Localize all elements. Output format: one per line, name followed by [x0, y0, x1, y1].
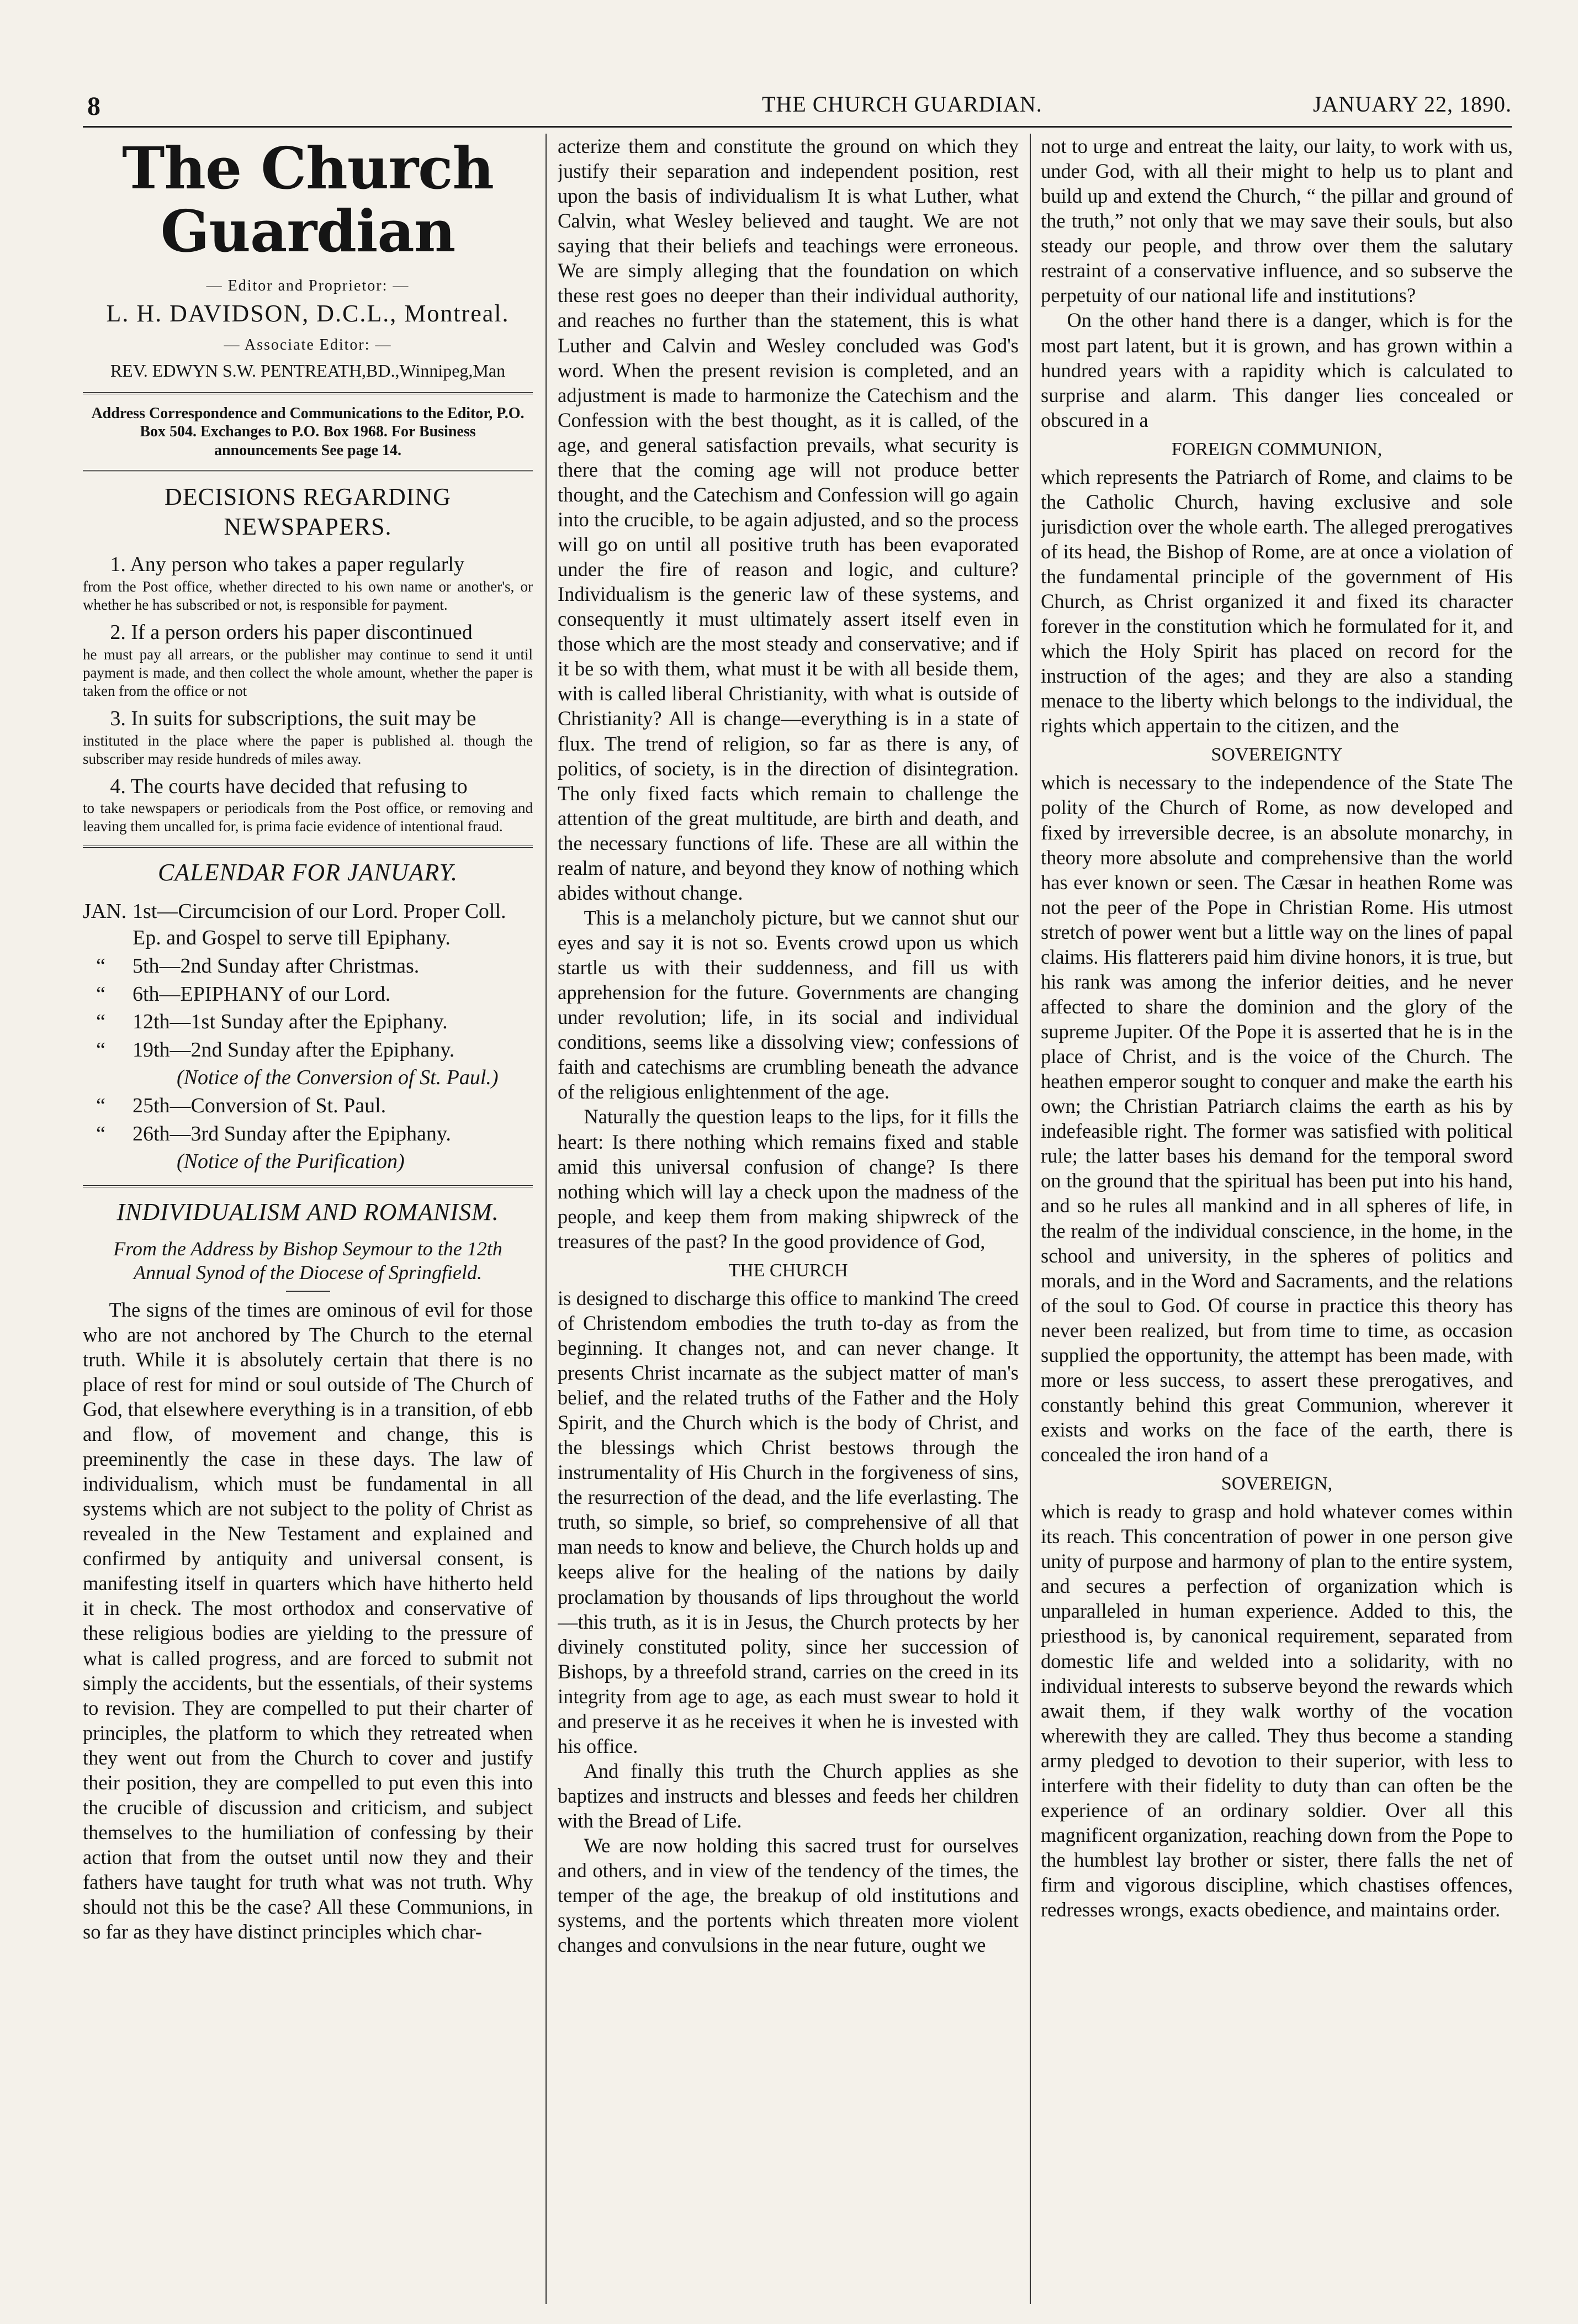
decision-item: [83, 706, 533, 768]
divider: [83, 846, 533, 848]
calendar-day: [83, 1148, 133, 1175]
calendar-day: [83, 1064, 133, 1091]
calendar-entry: 1st—Circumcision of our Lord. Proper Coll. Ep. and Gospel to serve till Epiphany.: [133, 899, 506, 950]
divider: [83, 392, 533, 394]
inline-heading-foreign-communion: FOREIGN COMMUNION,: [1171, 439, 1383, 459]
article-paragraph: acterize them and constitute the ground on which they justify their separation and independent position, rest upon the basis of individualism It is what Luther, what Calvin, what Wesley believed and taught. We are not saying that their beliefs and teachings were erroneous. We are simply alleging that the foundation on which these rest goes no deeper than their individual authority, and reaches no further than the statement, this is what Luther and Calvin and Wesley concluded was God's word. When the present revision is completed, and an adjustment is made to harmonize the Catechism and the Confession with the best thought, as it is called, of the age, and general satisfaction prevails, what security is there that the coming age will not produce better thought, and the Catechism and Confession will go again into the crucible, to be again adjusted, and so the process will go on until all positive truth has been evaporated under the fire of reason and logic, and culture? Individualism is the generic law of these systems, and consequently it must ultimately assert itself even in those which are the most steady and conservative; and if it be so with them, what must it be with all beside them, with is called liberal Christianity, with what is outside of Christianity? All is change—everything is in a state of flux. The trend of religion, so far as there is any, of politics, of society, is in the direction of disintegration. The only fixed facts which remain to challenge the attention of the great multitude, are birth and death, and the necessary functions of life. These are all within the realm of nature, and beyond they know of nothing which abides without change.: [558, 135, 1019, 904]
masthead-title: The Church Guardian: [121, 134, 494, 266]
calendar-note: (Notice of the Conversion of St. Paul.): [177, 1066, 499, 1090]
article-subheading: From the Address by Bishop Seymour to the 12th Annual Synod of the Diocese of Springfield.: [113, 1238, 502, 1284]
article-paragraph: which is necessary to the independence of the State The polity of the Church of Rome, as now developed and fixed by irreversible decree, is an absolute monarchy, in theory more absolute and comprehensive than the world has ever known or seen. The Cæsar in heathen Rome was not the peer of the Pope in Christian Rome. His utmost stretch of power went but a little way on the lines of papal claims. His flatterers paid him divine honors, it is true, but his rank was among the inferior deities, and he never affected to share the dominion and the glory of the supreme Jupiter. Of the Pope it is asserted that he is in the place of Christ, and is the voice of the Church. The heathen emperor sought to conquer and make the earth his own; the Christian Patriarch claims the earth as his by indefeasible right. The former was satisfied with political rule; the latter bases his demand for the temporal sword on the ground that the spiritual has been put into his hand, and so he rules all mankind and in all spheres of life, in the realm of the individual conscience, in the home, in the school and university, in the spheres of politics and morals, and in the Word and Sacraments, and the relations of the soul to God. Of course in practice this theory has never been realized, but from time to time, as occasion supplied the opportunity, the attempt has been made, with more or less success, to assert these prerogatives, and constantly behind this great Communion, wherever it exists and works on the face of the earth, there is concealed the iron hand of a: [1041, 771, 1513, 1466]
article-heading: INDIVIDUALISM AND ROMANISM.: [117, 1198, 499, 1226]
article-paragraph: On the other hand there is a danger, which is for the most part latent, but it is grown, and has grown within a hundred years with a rapidity which is calculated to surprise and alarm. This danger lies concealed or obscured in a: [1041, 309, 1513, 431]
article-paragraph: not to urge and entreat the laity, our laity, to work with us, under God, with all their might to help us to plant and build up and extend the Church, “ the pillar and ground of the truth,” not only that we may save their souls, but also steady our people, and throw over them the salutary restraint of a conservative influence, and so subserve the perpetuity of our national life and institutions?: [1041, 135, 1513, 307]
column-1: [83, 134, 533, 2304]
column-rule: [1030, 134, 1031, 2304]
calendar-heading: CALENDAR FOR JANUARY.: [158, 859, 458, 886]
article-paragraph: is designed to discharge this office to mankind The creed of Christendom embodies the truth to-day as from the beginning. It changes not, and can never change. It presents Christ incarnate as the subject matter of man's belief, and the related truths of the Father and the Holy Spirit, and the Church which is the body of Christ, and the blessings which Christ bestows through the instrumentality of His Church in the forgiveness of sins, the resurrection of the dead, and the life everlasting. The truth, so simple, so brief, so comprehensive of all that man needs to know and believe, the Church holds up and keeps alive for the healing of the nations by daily proclamation by thousands of lips throughout the world—this truth, as it is in Jesus, the Church protects by her divinely constituted polity, since her succession of Bishops, by a threefold strand, carries on the creed in its integrity from age to age, as each must swear to hold it and preserve it as he receives it when he is invested with his office.: [558, 1286, 1019, 1757]
divider: [83, 470, 533, 472]
article-paragraph: And finally this truth the Church applies as she baptizes and instructs and blesses and feeds her children with the Bread of Life.: [558, 1759, 1019, 1832]
calendar-entry: 5th—2nd Sunday after Christmas.: [133, 954, 420, 978]
calendar-list: [83, 898, 533, 1175]
calendar-note: (Notice of the Purification): [177, 1150, 405, 1174]
header-rule: [83, 126, 1512, 128]
calendar-entry: 6th—EPIPHANY of our Lord.: [133, 982, 391, 1006]
calendar-day: “: [96, 1094, 105, 1118]
calendar-entry: 26th—3rd Sunday after the Epiphany.: [133, 1122, 451, 1145]
editor-label: — Editor and Proprietor: —: [206, 277, 410, 294]
divider: [83, 1185, 533, 1187]
calendar-day: “: [96, 954, 105, 978]
calendar-entry: 25th—Conversion of St. Paul.: [133, 1094, 386, 1118]
calendar-day: “: [96, 1122, 105, 1145]
calendar-day: “: [96, 982, 105, 1006]
associate-editor-label: — Associate Editor: —: [224, 336, 392, 353]
decision-lead: 4. The courts have decided that refusing to: [110, 774, 468, 798]
decision-text: to take newspapers or periodicals from the Post office, or removing and leaving them uncalled for, is prima facie evidence of intentional fraud.: [83, 800, 533, 835]
decision-lead: 3. In suits for subscriptions, the suit may be: [110, 706, 476, 730]
column-rule: [546, 134, 547, 2304]
inline-heading-the-church: THE CHURCH: [728, 1260, 848, 1281]
article-paragraph: We are now holding this sacred trust for ourselves and others, and in view of the tendency of the times, the temper of the age, the breakup of old institutions and systems, and the portents which threaten more violent changes and convulsions in the near future, ought we: [558, 1834, 1019, 1957]
article-paragraph: which is ready to grasp and hold whatever comes within its reach. This concentration of power in one person give unity of purpose and harmony of plan to the entire system, and secures a perfection of organization which is unparalleled in human experience. Added to this, the priesthood is, by canonical requirement, separated from domestic life and welded into a solidarity, with no individual interests to subserve beyond the rewards which await them, if they walk worthy of the vocation wherewith they are called. They thus become a standing army pledged to devotion to their superior, with less to interfere with their fidelity to duty than can often be the experience of an ordinary soldier. Over all this magnificent organization, reaching down from the Pope to the humblest lay brother or sister, there falls the net of firm and vigorous discipline, which chastises offences, redresses wrongs, exacts obedience, and maintains order.: [1041, 1500, 1513, 1921]
calendar-day: JAN.: [83, 899, 127, 923]
running-head: [83, 91, 1512, 124]
address-note: Address Correspondence and Communications to the Editor, P.O. Box 504. Exchanges to P.O. Box 1968. For Business announcements See page 14.: [91, 404, 525, 459]
calendar-entry: 19th—2nd Sunday after the Epiphany.: [133, 1038, 455, 1061]
decisions-heading: DECISIONS REGARDING NEWSPAPERS.: [165, 483, 451, 540]
inline-heading-sovereignty: SOVEREIGNTY: [1211, 744, 1343, 765]
column-2: [558, 134, 1019, 2304]
article-paragraph: This is a melancholy picture, but we cannot shut our eyes and say it is not so. Events crowd upon us which startle us with their suddenness, and fill us with apprehension for the future. Governments are changing under revolution; life, in its social and individual conditions, seems like a dissolving view; confessions of faith and catechisms are crumbling beneath the advance of the religious enlightenment of the age.: [558, 906, 1019, 1103]
divider: [286, 1291, 330, 1292]
issue-date: JANUARY 22, 1890.: [1313, 92, 1512, 117]
calendar-entry: 12th—1st Sunday after the Epiphany.: [133, 1010, 448, 1034]
decision-text: instituted in the place where the paper is published al. though the subscriber may reside hundreds of miles away.: [83, 732, 533, 767]
decision-lead: 1. Any person who takes a paper regularly: [110, 553, 464, 577]
decision-item: [83, 774, 533, 836]
decision-text: from the Post office, whether directed to his own name or another's, or whether he has subscribed or not, is responsible for payment.: [83, 578, 533, 614]
newspaper-running-title: THE CHURCH GUARDIAN.: [762, 92, 1042, 117]
page-number: 8: [87, 92, 101, 121]
calendar-day: “: [96, 1010, 105, 1034]
associate-editor-name: REV. EDWYN S.W. PENTREATH,BD.,Winnipeg,Man: [110, 361, 506, 381]
article-paragraph: Naturally the question leaps to the lips, for it fills the heart: Is there nothing which remains fixed and stable amid this universal confusion of change? Is there nothing which will lay a check upon the madness of the people, and keep them from making shipwreck of the treasures of the past? In the good providence of God,: [558, 1105, 1019, 1253]
decision-item: [83, 552, 533, 614]
column-3: [1041, 134, 1513, 2304]
decision-lead: 2. If a person orders his paper discontinued: [110, 621, 473, 645]
decision-item: [83, 620, 533, 700]
article-paragraph: The signs of the times are ominous of evil for those who are not anchored by The Church to the eternal truth. While it is absolutely certain that there is no place of rest for mind or soul outside of The Church of God, that elsewhere everything is in a transition, of ebb and flow, of movement and change, this is preeminently the case in these days. The law of individualism, which must be fundamental in all systems which are not subject to the polity of Christ as revealed in the New Testament and explained and confirmed by antiquity and universal consent, is manifesting itself in quarters which have hitherto held it in check. The most orthodox and conservative of these religious bodies are yielding to the pressure of what is called progress, and are forced to submit not simply the accidents, but the essentials, of their systems to revision. They are compelled to put their charter of principles, the platform to which they retreated when they went out from the Church to cover and justify their position, they are compelled to put even this into the crucible of discussion and criticism, and subject themselves to the humiliation of confessing by their action that from the outset until now they and their fathers have taught for truth what was not truth. Why should not this be the case? All these Communions, in so far as they have distinct principles which char-: [83, 1298, 533, 1943]
calendar-day: “: [96, 1038, 105, 1061]
decision-text: he must pay all arrears, or the publisher may continue to send it until payment is made, and then collect the whole amount, whether the paper is taken from the office or not: [83, 646, 533, 699]
inline-heading-sovereign: SOVEREIGN,: [1221, 1473, 1333, 1494]
article-paragraph: which represents the Patriarch of Rome, and claims to be the Catholic Church, having exclusive and sole jurisdiction over the whole earth. The alleged prerogatives of its head, the Bishop of Rome, are at once a violation of the fundamental principle of the government of His Church, as Christ organized it and fixed its character forever in the constitution which he formulated for it, and which the Holy Spirit has placed on record for the instruction of the ages; and they are also a standing menace to the liberty which belongs to the individual, the rights which appertain to the citizen, and the: [1041, 465, 1513, 737]
editor-name: L. H. DAVIDSON, D.C.L., Montreal.: [106, 300, 510, 328]
